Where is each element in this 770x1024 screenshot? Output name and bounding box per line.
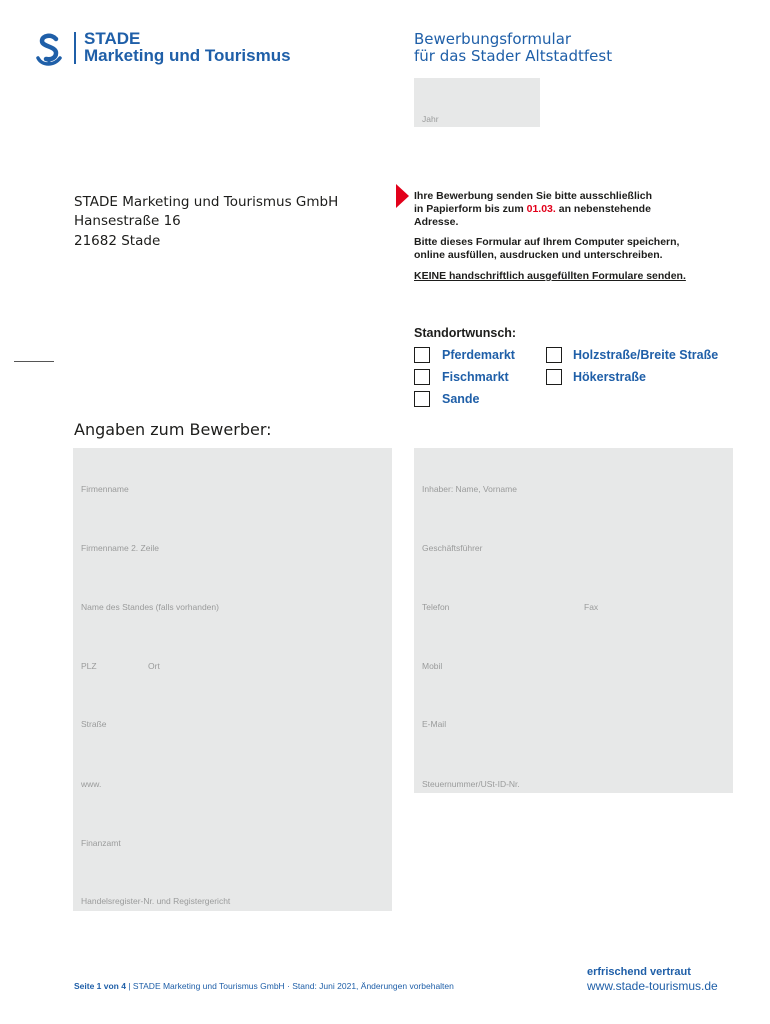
form-title-line2: für das Stader Altstadtfest	[414, 47, 613, 65]
checkbox-hoekerstrasse[interactable]	[546, 369, 562, 385]
footer-text: | STADE Marketing und Tourismus GmbH · Stand: Juni 2021, Änderungen vorbehalten	[125, 981, 454, 991]
deadline-date: 01.03.	[526, 203, 556, 215]
label-fischmarkt: Fischmarkt	[442, 370, 509, 384]
strasse-field[interactable]: Straße	[81, 719, 107, 729]
checkbox-sande[interactable]	[414, 391, 430, 407]
address-line2: Hansestraße 16	[74, 213, 181, 229]
checkbox-fischmarkt[interactable]	[414, 369, 430, 385]
notice-line2-post: an nebenstehende	[555, 203, 651, 215]
notice-line4: Bitte dieses Formular auf Ihrem Computer speichern,	[414, 236, 680, 248]
notice-warning: KEINE handschriftlich ausgefüllten Formulare senden.	[414, 270, 686, 282]
year-field[interactable]	[414, 78, 540, 127]
firmenname-field[interactable]: Firmenname	[81, 484, 129, 494]
checkbox-holzstrasse[interactable]	[546, 347, 562, 363]
notice-line5: online ausfüllen, ausdrucken und unterschreiben.	[414, 249, 663, 261]
standort-title: Standortwunsch:	[414, 326, 517, 340]
footer-claim: erfrischend vertraut	[587, 966, 691, 978]
telefon-field[interactable]: Telefon	[422, 602, 450, 612]
label-pferdemarkt: Pferdemarkt	[442, 348, 515, 362]
logo-separator	[74, 32, 76, 64]
applicant-left-fields	[73, 448, 392, 911]
page-number: Seite 1 von 4	[74, 981, 126, 991]
plz-field[interactable]: PLZ	[81, 661, 97, 671]
notice-line2	[414, 203, 744, 215]
mobil-field[interactable]: Mobil	[422, 661, 443, 671]
footer-website-link[interactable]: www.stade-tourismus.de	[587, 979, 718, 993]
label-hoekerstrasse: Hökerstraße	[573, 370, 646, 384]
finanzamt-field[interactable]: Finanzamt	[81, 838, 121, 848]
address-line3: 21682 Stade	[74, 233, 161, 249]
applicant-right-fields	[414, 448, 733, 793]
red-arrow-icon	[396, 184, 409, 208]
footer-info	[74, 981, 454, 991]
notice-line3: Adresse.	[414, 216, 459, 228]
checkbox-pferdemarkt[interactable]	[414, 347, 430, 363]
form-title-line1: Bewerbungsformular	[414, 30, 572, 48]
fax-field[interactable]: Fax	[584, 602, 599, 612]
notice-line2-pre: in Papierform bis zum	[414, 203, 527, 215]
label-sande: Sande	[442, 392, 480, 406]
steuernummer-field[interactable]: Steuernummer/USt-ID-Nr.	[422, 779, 520, 789]
year-field-label: Jahr	[422, 114, 439, 124]
email-field[interactable]: E-Mail	[422, 719, 447, 729]
handelsregister-field[interactable]: Handelsregister-Nr. und Registergericht	[81, 896, 231, 906]
logo-text-line2: Marketing und Tourismus	[84, 46, 291, 65]
notice-line1: Ihre Bewerbung senden Sie bitte ausschließlich	[414, 190, 653, 202]
anchor-s-logo-icon	[34, 32, 64, 68]
www-field[interactable]: www.	[81, 779, 102, 789]
stand-name-field[interactable]: Name des Standes (falls vorhanden)	[81, 602, 219, 612]
firmenname2-field[interactable]: Firmenname 2. Zeile	[81, 543, 159, 553]
address-line1: STADE Marketing und Tourismus GmbH	[74, 194, 339, 210]
inhaber-field[interactable]: Inhaber: Name, Vorname	[422, 484, 517, 494]
geschaeftsfuehrer-field[interactable]: Geschäftsführer	[422, 543, 483, 553]
fold-mark	[14, 361, 54, 362]
section-title: Angaben zum Bewerber:	[74, 420, 272, 439]
logo-text-line1: STADE	[84, 29, 141, 48]
ort-field[interactable]: Ort	[148, 661, 160, 671]
label-holzstrasse: Holzstraße/Breite Straße	[573, 348, 719, 362]
